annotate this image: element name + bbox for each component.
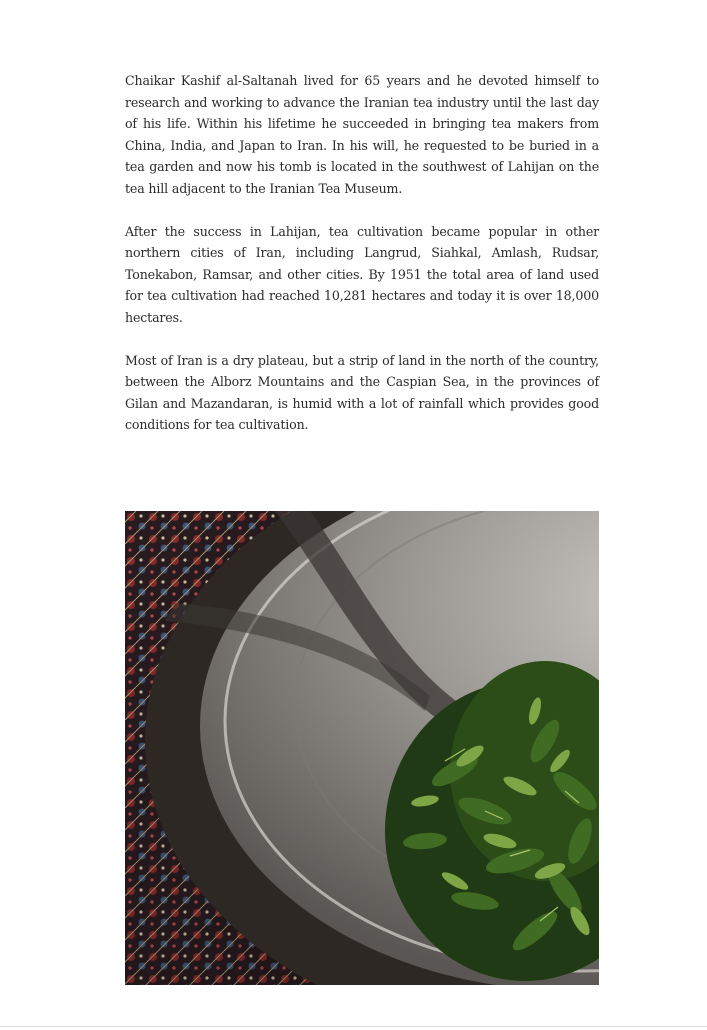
paragraph-2: After the success in Lahijan, tea cultivation became popular in other northern cities of Iran, including Langrud, Siahkal, Amlash, Rudsar, Tonekabon, Ramsar, and other cities. By 1951 the total area of land used for tea cultivation had reached 10,281 hectares and today it is over 18,000 hectares.: [125, 223, 599, 325]
paragraph-1: Chaikar Kashif al-Saltanah lived for 65 years and he devoted himself to research and working to advance the Iranian tea industry until the last day of his life. Within his lifetime he succeeded in bringing tea makers from China, India, and Japan to Iran. In his will, he requested to be buried in a tea garden and now his tomb is located in the southwest of Lahijan on the tea hill adjacent to the Iranian Tea Museum.: [125, 73, 599, 196]
paragraph-3: Most of Iran is a dry plateau, but a strip of land in the north of the country, between the Alborz Mountains and the Caspian Sea, in the provinces of Gilan and Mazandaran, is humid with a lot of rainfall which provides good conditions for tea cultivation.: [125, 352, 599, 433]
tea-tray-photo: [125, 511, 599, 985]
page-bottom-rule: [0, 1026, 707, 1027]
photo-illustration: [125, 511, 599, 985]
body-text: [125, 70, 599, 457]
